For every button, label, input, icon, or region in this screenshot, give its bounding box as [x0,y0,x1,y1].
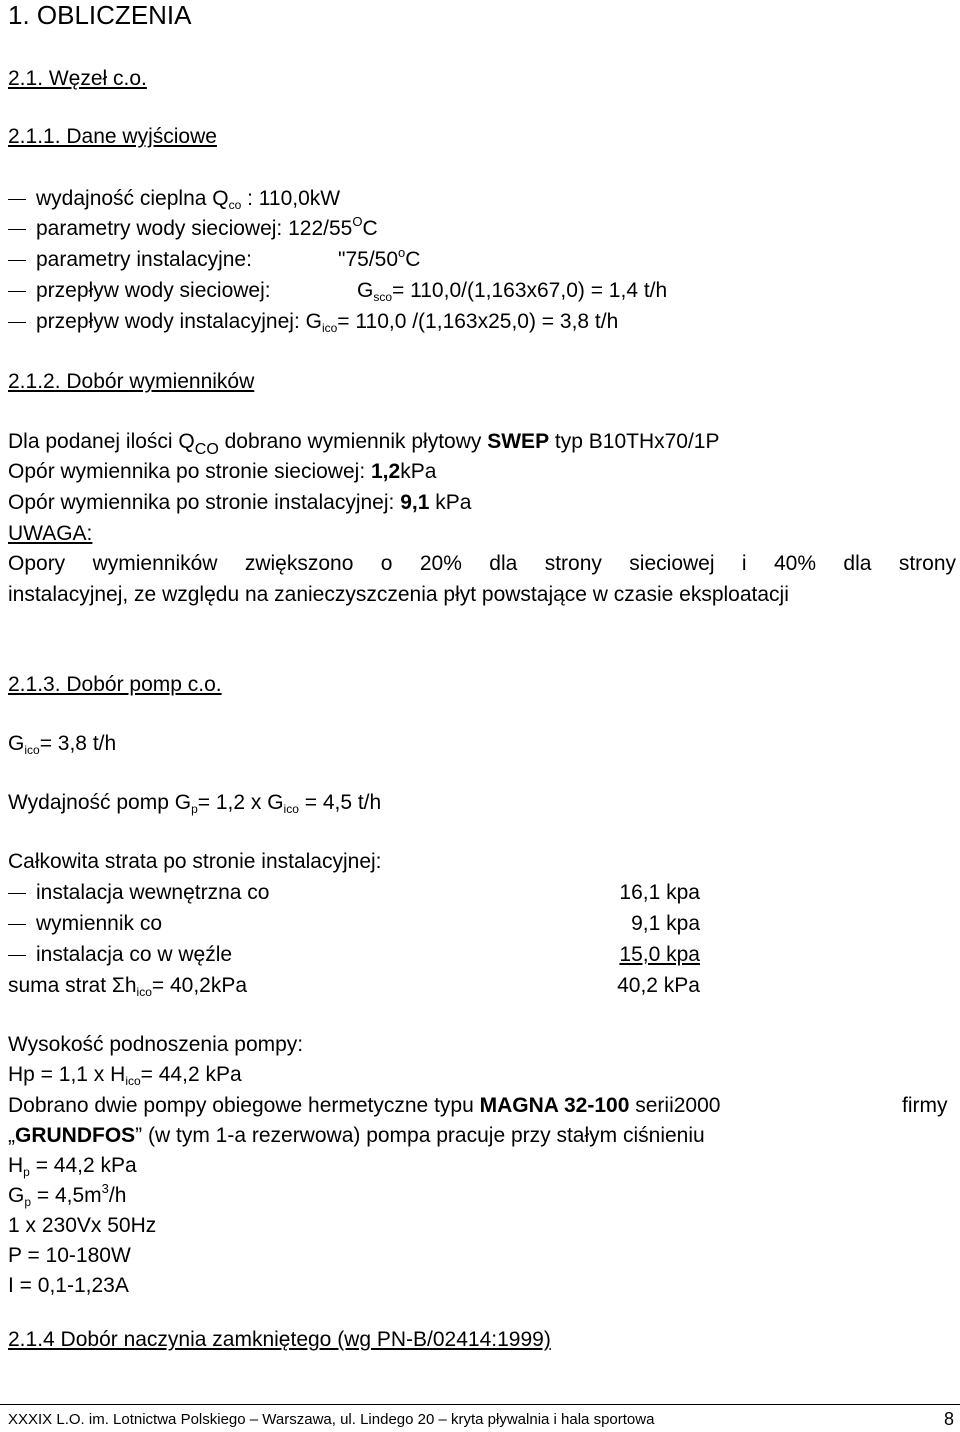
current-line: I = 0,1-1,23A [8,1274,129,1297]
dobrano-line-1: Dobrano dwie pompy obiegowe hermetyczne typu MAGNA 32-100 serii2000 [8,1094,721,1117]
przeplyw-sieciowy-formula: $G_{sco}= 110,0/(1,163x67,0) = 1,4$ t/h [357,279,668,304]
heading-2: 2.1. Węzeł c.o. [8,67,147,90]
dash-icon [8,893,26,894]
dash-icon [8,229,26,230]
list-item: parametry instalacyjne: [8,249,252,270]
page-number: 8 [943,1409,954,1429]
footer-text: XXXIX L.O. im. Lotnictwa Polskiego – Warszawa, ul. Lindego 20 – kryta pływalnia i hala sportowa [8,1411,655,1428]
note-line-2: instalacyjnej, ze względu na zanieczyszczenia płyt powstające w czasie eksploatacji [8,583,789,606]
parametry-instalacyjne-value: "75/50$^o$C [338,245,421,271]
paragraph-line: Opór wymiennika po stronie sieciowej: 1,2kPa [8,460,437,483]
section-title-dobor-naczynia: 2.1.4 Dobór naczynia zamkniętego (wg PN-B/02414:1999) [8,1328,551,1351]
section-title-dobor-wymiennikow: 2.1.2. Dobór wymienników [8,370,255,393]
dash-icon [8,955,26,956]
dobrano-line-1-end: firmy [902,1094,948,1117]
list-item: instalacja co w węźle [8,944,232,965]
strata-title: Całkowita strata po stronie instalacyjnej: [8,850,382,873]
voltage-line: 1 x 230Vx 50Hz [8,1214,157,1237]
hp-line: $H_p = 44,2$ kPa [8,1154,137,1179]
gico-line: $G_{ico}= 3,8$ t/h [8,732,117,757]
wysokosc-title: Wysokość podnoszenia pompy: [8,1033,304,1056]
section-title-dane-wyjsciowe: 2.1.1. Dane wyjściowe [8,125,217,148]
loss-value: 9,1 kpa [631,912,700,935]
dash-icon [8,260,26,261]
dobrano-line-2: „GRUNDFOS” (w tym 1-a rezerwowa) pompa pracuje przy stałym ciśnieniu [8,1124,705,1147]
list-item: przepływ wody instalacyjnej: $G_{ico}= 110,0$ /(1,163x25,0) = 3,8 t/h [8,311,618,332]
wydajnosc-pomp-line: Wydajność pomp $G_p= 1,2$ x $G_{ico} = 4,5$ t/h [8,791,382,816]
loss-value: 16,1 kpa [619,881,700,904]
paragraph-line: Opór wymiennika po stronie instalacyjnej: 9,1 kPa [8,491,472,514]
dash-icon [8,199,26,200]
suma-value: 40,2 kPa [617,974,700,997]
paragraph-line: Dla podanej ilości $Q_{CO}$ dobrano wymiennik płytowy SWEP typ B10THx70/1P [8,430,720,458]
note-line-1: Opory wymienników zwiększono o 20% dla strony sieciowej i 40% dla strony [8,552,956,575]
dash-icon [8,924,26,925]
list-item: instalacja wewnętrzna co [8,882,269,903]
section-title-dobor-pomp: 2.1.3. Dobór pomp c.o. [8,673,222,696]
dash-icon [8,291,26,292]
dash-icon [8,322,26,323]
list-item: parametry wody sieciowej: $122/55^OC$ [8,218,378,239]
power-line: P = 10-180W [8,1244,131,1267]
gp-line: $G_p = 4,5m^3/h$ [8,1181,127,1209]
loss-value-underlined: 15,0 kpa [619,943,700,966]
list-item: wymiennik co [8,913,162,934]
footer-divider [0,1404,960,1405]
list-item: przepływ wody sieciowej: [8,280,271,301]
suma-strat-line: suma strat $\Sigma h_{ico}= 40,2kPa$ [8,974,248,999]
heading-1: 1. OBLICZENIA [8,0,192,30]
hp-formula-line: Hp = 1,1 x $H_{ico}= 44,2$ kPa [8,1063,242,1088]
list-item: wydajność cieplna $Q_{co}$ : 110,0kW [8,188,340,209]
uwaga-label: UWAGA: [8,522,93,545]
